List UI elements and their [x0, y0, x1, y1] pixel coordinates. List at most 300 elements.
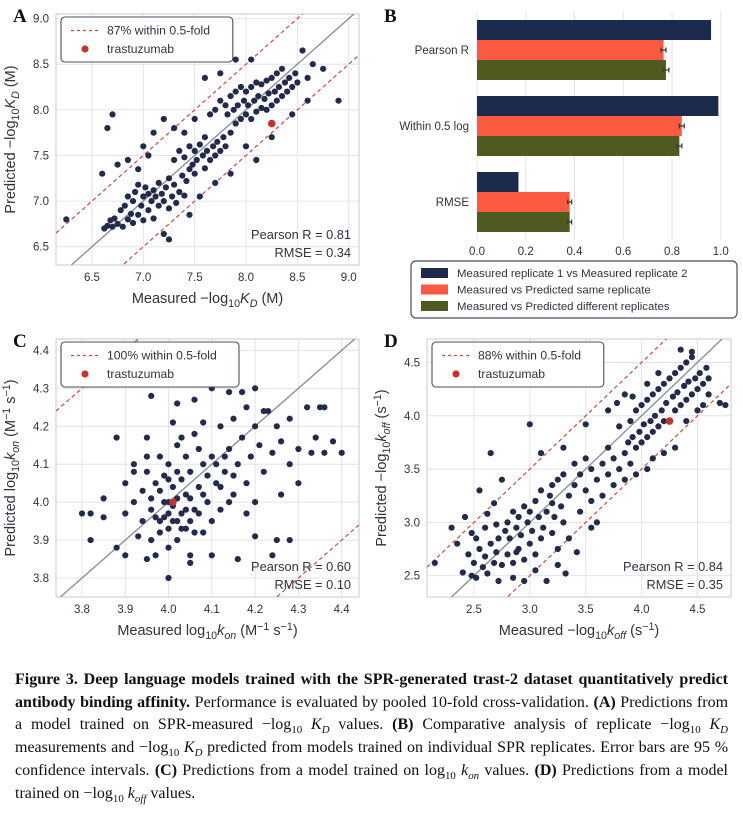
- scatter-point: [339, 450, 345, 456]
- scatter-point: [191, 431, 197, 437]
- scatter-point: [104, 125, 110, 131]
- scatter-point: [88, 510, 94, 516]
- scatter-point: [683, 397, 689, 403]
- caption-segment: 10: [112, 792, 124, 805]
- scatter-point: [532, 551, 538, 557]
- caption-segment: K: [179, 739, 195, 757]
- scatter-point: [170, 419, 176, 425]
- scatter-point: [165, 575, 171, 581]
- panel-c: [0, 325, 371, 659]
- bar: [477, 20, 711, 40]
- scatter-point: [717, 400, 723, 406]
- caption-segment: K: [302, 716, 322, 734]
- x-tick-label: 2.5: [465, 604, 482, 616]
- scatter-point: [130, 198, 136, 204]
- x-tick-label: 0.6: [615, 246, 632, 258]
- scatter-point: [197, 141, 203, 147]
- scatter-point: [220, 134, 226, 140]
- x-tick-label: 0.2: [517, 246, 534, 258]
- scatter-point: [683, 359, 689, 365]
- scatter-point: [153, 480, 159, 486]
- caption-segment: Figure 3. Deep language models trained with the SPR-generated trast-2 dataset quantitatively predict antibody binding affinity.: [15, 671, 728, 711]
- x-tick-label: 4.4: [333, 604, 350, 616]
- scatter-point: [213, 461, 219, 467]
- scatter-point: [287, 537, 293, 543]
- scatter-point: [659, 407, 665, 413]
- scatter-point: [217, 98, 223, 104]
- scatter-point: [63, 216, 69, 222]
- scatter-point: [299, 47, 305, 53]
- scatter-point: [703, 365, 709, 371]
- plot-legend: [432, 342, 604, 387]
- scatter-point: [239, 389, 245, 395]
- scatter-point: [222, 469, 228, 475]
- trastuzumab-point: [268, 120, 276, 128]
- scatter-point: [186, 143, 192, 149]
- scatter-point: [207, 111, 213, 117]
- scatter-point: [689, 354, 695, 360]
- scatter-point: [650, 429, 656, 435]
- y-axis-label: Predicted $\log_{10}k_{on}$ ($M^{-1}$ $s^{-1}$): [0, 379, 22, 557]
- scatter-point: [251, 98, 257, 104]
- scatter-point: [248, 57, 254, 63]
- scatter-point: [111, 215, 117, 221]
- scatter-point: [248, 84, 254, 90]
- scatter-point: [583, 487, 589, 493]
- scatter-point: [217, 423, 223, 429]
- scatter-point: [174, 469, 180, 475]
- scatter-point: [209, 518, 215, 524]
- scatter-point: [560, 471, 566, 477]
- scatter-point: [611, 455, 617, 461]
- scatter-point: [566, 493, 572, 499]
- scatter-point: [157, 518, 163, 524]
- scatter-point: [266, 90, 272, 96]
- scatter-point: [639, 402, 645, 408]
- scatter-point: [700, 381, 706, 387]
- scatter-point: [99, 171, 105, 177]
- scatter-point: [151, 187, 157, 193]
- scatter-point: [491, 560, 497, 566]
- x-axis-label: Measured $-\log_{10}K_D$ (M): [131, 291, 284, 310]
- scatter-point: [694, 407, 700, 413]
- scatter-point: [692, 375, 698, 381]
- scatter-point: [272, 89, 278, 95]
- scatter-point: [200, 461, 206, 467]
- scatter-point: [614, 400, 620, 406]
- scatter-point: [248, 454, 254, 460]
- x-tick-label: 9.0: [340, 272, 357, 284]
- scatter-point: [678, 347, 684, 353]
- legend-trastuzumab-label: trastuzumab: [107, 367, 175, 381]
- legend-series-label: Measured vs Predicted same replicate: [457, 284, 651, 297]
- scatter-point: [521, 503, 527, 509]
- scatter-point: [190, 162, 196, 168]
- scatter-point: [507, 535, 513, 541]
- scatter-point: [644, 434, 650, 440]
- x-tick-label: 8.0: [238, 272, 255, 284]
- scatter-point: [678, 365, 684, 371]
- scatter-point: [187, 560, 193, 566]
- caption-segment: values.: [479, 761, 535, 779]
- scatter-point: [706, 391, 712, 397]
- scatter-point: [571, 482, 577, 488]
- scatter-point: [181, 193, 187, 199]
- scatter-point: [622, 450, 628, 456]
- scatter-point: [504, 551, 510, 557]
- scatter-point: [230, 473, 236, 479]
- scatter-point: [663, 400, 669, 406]
- scatter-point: [555, 562, 561, 568]
- scatter-point: [532, 498, 538, 504]
- scatter-point: [196, 446, 202, 452]
- scatter-point: [655, 370, 661, 376]
- scatter-point: [212, 152, 218, 158]
- scatter-point: [287, 461, 293, 467]
- scatter-point: [101, 514, 107, 520]
- x-tick-label: 6.5: [83, 272, 100, 284]
- scatter-point: [233, 57, 239, 63]
- legend-series-label: Measured replicate 1 vs Measured replicate 2: [457, 268, 688, 280]
- scatter-point: [279, 93, 285, 99]
- x-tick-label: 4.1: [203, 604, 220, 616]
- bar: [477, 116, 682, 136]
- scatter-point: [122, 510, 128, 516]
- scatter-point: [454, 541, 460, 547]
- scatter-point: [148, 495, 154, 501]
- scatter-point: [330, 438, 336, 444]
- scatter-point: [131, 499, 137, 505]
- x-tick-label: 7.5: [186, 272, 203, 284]
- y-tick-label: 4.5: [404, 357, 420, 370]
- scatter-point: [558, 503, 564, 509]
- scatter-point: [145, 191, 151, 197]
- y-tick-label: 4.0: [404, 410, 420, 423]
- scatter-point: [235, 556, 241, 562]
- scatter-point: [122, 203, 128, 209]
- scatter-point: [622, 391, 628, 397]
- legend-trastuzumab-label: trastuzumab: [478, 367, 546, 381]
- scatter-point: [722, 402, 728, 408]
- panel-b: [371, 0, 743, 325]
- scatter-point: [161, 116, 167, 122]
- scatter-point: [588, 525, 594, 531]
- scatter-point: [611, 482, 617, 488]
- scatter-point: [521, 557, 527, 563]
- scatter-point: [672, 407, 678, 413]
- scatter-point: [616, 466, 622, 472]
- scatter-point: [279, 66, 285, 72]
- scatter-point: [79, 510, 85, 516]
- scatter-point: [101, 495, 107, 501]
- scatter-point: [491, 500, 497, 506]
- bar: [477, 96, 718, 116]
- red-dot-icon: [81, 370, 88, 377]
- scatter-point: [482, 525, 488, 531]
- scatter-point: [605, 407, 611, 413]
- scatter-point: [633, 471, 639, 477]
- scatter-point: [274, 98, 280, 104]
- scatter-point: [241, 98, 247, 104]
- scatter-point: [527, 541, 533, 547]
- scatter-point: [192, 171, 198, 177]
- scatter-point: [269, 134, 275, 140]
- scatter-point: [224, 111, 230, 117]
- scatter-point: [697, 370, 703, 376]
- scatter-point: [538, 487, 544, 493]
- scatter-point: [488, 541, 494, 547]
- bar: [477, 60, 666, 80]
- scatter-point: [577, 509, 583, 515]
- scatter-point: [153, 193, 159, 199]
- scatter-point: [644, 381, 650, 387]
- scatter-point: [253, 157, 259, 163]
- scatter-point: [166, 205, 172, 211]
- scatter-point: [655, 386, 661, 392]
- scatter-point: [115, 162, 121, 168]
- scatter-point: [269, 102, 275, 108]
- scatter-point: [183, 178, 189, 184]
- category-label: RMSE: [435, 197, 469, 209]
- scatter-point: [120, 224, 126, 230]
- scatter-point: [678, 402, 684, 408]
- caption-segment: values.: [329, 716, 393, 734]
- caption-segment: D: [194, 747, 203, 760]
- scatter-point: [499, 477, 505, 483]
- scatter-point: [181, 130, 187, 136]
- scatter-point: [588, 498, 594, 504]
- scatter-points: [63, 47, 341, 242]
- scatter-point: [252, 385, 258, 391]
- scatter-point: [689, 391, 695, 397]
- scatter-point: [178, 476, 184, 482]
- scatter-point: [171, 125, 177, 131]
- scatter-point: [650, 391, 656, 397]
- scatter-point: [187, 552, 193, 558]
- scatter-point: [532, 567, 538, 573]
- scatter-point: [304, 404, 310, 410]
- scatter-point: [588, 466, 594, 472]
- y-tick-label: 7.5: [33, 150, 49, 163]
- scatter-point: [261, 469, 267, 475]
- scatter-point: [196, 484, 202, 490]
- scatter-point: [605, 445, 611, 451]
- scatter-point: [674, 389, 680, 395]
- bar: [477, 172, 518, 192]
- scatter-point: [672, 445, 678, 451]
- scatter-point: [132, 189, 138, 195]
- scatter-point: [661, 381, 667, 387]
- scatter-point: [560, 445, 566, 451]
- caption-segment: values.: [146, 784, 196, 802]
- scatter-point: [689, 349, 695, 355]
- scatter-point: [502, 528, 508, 534]
- scatter-point: [196, 510, 202, 516]
- scatter-point: [187, 495, 193, 501]
- scatter-point: [666, 375, 672, 381]
- scatter-point: [156, 180, 162, 186]
- scatter-point: [555, 546, 561, 552]
- scatter-point: [265, 408, 271, 414]
- scatter-point: [140, 518, 146, 524]
- scatter-point: [252, 423, 258, 429]
- scatter-point: [518, 532, 524, 538]
- scatter-point: [694, 386, 700, 392]
- stats-text: Pearson R = 0.81: [251, 227, 351, 242]
- scatter-point: [469, 530, 475, 536]
- scatter-point: [187, 518, 193, 524]
- scatter-point: [644, 397, 650, 403]
- scatter-point: [274, 537, 280, 543]
- y-tick-label: 8.0: [33, 104, 49, 117]
- scatter-point: [228, 93, 234, 99]
- scatter-point: [161, 198, 167, 204]
- scatter-point: [178, 435, 184, 441]
- scatter-point: [135, 533, 141, 539]
- x-tick-label: 4.0: [160, 604, 177, 616]
- scatter-point: [212, 107, 218, 113]
- scatter-point: [685, 379, 691, 385]
- scatter-point: [222, 102, 228, 108]
- plot-legend: [61, 342, 239, 387]
- scatter-point: [243, 480, 249, 486]
- scatter-point: [622, 477, 628, 483]
- caption-segment: 10: [291, 724, 303, 737]
- scatter-point: [157, 488, 163, 494]
- scatter-point: [630, 394, 636, 400]
- scatter-point: [109, 111, 115, 117]
- scatter-point: [174, 537, 180, 543]
- scatter-point: [310, 61, 316, 67]
- scatter-point: [204, 148, 210, 154]
- legend-fold-label: 100% within 0.5-fold: [107, 348, 217, 363]
- scatter-point: [594, 519, 600, 525]
- scatter-point: [238, 84, 244, 90]
- scatter-point: [88, 537, 94, 543]
- caption-segment: k: [123, 784, 135, 802]
- panel-d: [371, 325, 743, 659]
- scatter-point: [449, 525, 455, 531]
- scatter-point: [255, 93, 261, 99]
- y-tick-label: 3.5: [404, 464, 420, 477]
- y-tick-label: 7.0: [33, 196, 49, 209]
- scatter-point: [114, 545, 120, 551]
- y-tick-label: 8.5: [33, 59, 49, 72]
- scatter-point: [672, 370, 678, 376]
- scatter-point: [256, 442, 262, 448]
- scatter-point: [504, 519, 510, 525]
- scatter-point: [131, 461, 137, 467]
- scatter-point: [661, 450, 667, 456]
- scatter-point: [217, 70, 223, 76]
- scatter-point: [174, 442, 180, 448]
- scatter-point: [165, 510, 171, 516]
- scatter-point: [683, 418, 689, 424]
- scatter-point: [274, 423, 280, 429]
- scatter-point: [521, 578, 527, 584]
- scatter-point: [144, 469, 150, 475]
- scatter-point: [214, 139, 220, 145]
- scatter-point: [529, 528, 535, 534]
- scatter-point: [169, 193, 175, 199]
- y-tick-label: 4.4: [33, 345, 49, 358]
- y-tick-label: 3.9: [33, 535, 49, 548]
- scatter-point: [482, 553, 488, 559]
- scatter-point: [284, 89, 290, 95]
- scatter-point: [510, 575, 516, 581]
- scatter-point: [495, 535, 501, 541]
- legend-fold-label: 87% within 0.5-fold: [107, 23, 210, 38]
- scatter-point: [476, 546, 482, 552]
- scatter-point: [183, 454, 189, 460]
- scatter-point: [473, 575, 479, 581]
- scatter-point: [157, 529, 163, 535]
- x-tick-label: 3.8: [73, 604, 90, 616]
- red-dot-icon: [452, 370, 459, 377]
- scatter-point: [157, 454, 163, 460]
- scatter-point: [122, 552, 128, 558]
- scatter-point: [252, 499, 258, 505]
- bar: [477, 40, 664, 60]
- scatter-point: [165, 526, 171, 532]
- y-tick-label: 3.0: [404, 517, 420, 530]
- panel-d-chart: [371, 325, 743, 659]
- scatter-point: [294, 79, 300, 85]
- scatter-point: [176, 148, 182, 154]
- scatter-point: [264, 107, 270, 113]
- scatter-point: [335, 98, 341, 104]
- scatter-point: [204, 473, 210, 479]
- scatter-point: [308, 450, 314, 456]
- caption-segment: 10: [168, 747, 180, 760]
- scatter-point: [238, 116, 244, 122]
- caption-segment: (C): [154, 761, 178, 779]
- x-tick-label: 1.0: [712, 246, 729, 258]
- fold-band-line: [427, 384, 731, 659]
- scatter-point: [173, 200, 179, 206]
- scatter-point: [165, 461, 171, 467]
- scatter-point: [652, 413, 658, 419]
- x-tick-label: 0.4: [566, 246, 583, 258]
- scatter-point: [563, 570, 569, 576]
- scatter-point: [228, 130, 234, 136]
- scatter-point: [571, 461, 577, 467]
- fold-band-line: [56, 55, 359, 324]
- scatter-point: [235, 461, 241, 467]
- scatter-point: [165, 476, 171, 482]
- caption-segment: predicted from models trained on individual SPR replicates. Error bars are 95 % confidence intervals.: [15, 739, 729, 779]
- scatter-point: [245, 102, 251, 108]
- panel-b-chart: [371, 0, 743, 325]
- x-tick-label: 4.5: [689, 604, 706, 616]
- scatter-point: [627, 418, 633, 424]
- caption-segment: Comparative analysis of replicate −log: [413, 716, 690, 734]
- scatter-point: [616, 423, 622, 429]
- scatter-point: [547, 493, 553, 499]
- caption-segment: Predictions from a model trained on SPR-measured −log: [15, 693, 729, 734]
- scatter-point: [289, 84, 295, 90]
- scatter-point: [706, 375, 712, 381]
- scatter-point: [125, 193, 131, 199]
- scatter-point: [140, 143, 146, 149]
- scatter-point: [305, 98, 311, 104]
- scatter-point: [473, 535, 479, 541]
- scatter-point: [261, 96, 267, 102]
- scatter-point: [135, 212, 141, 218]
- scatter-point: [156, 203, 162, 209]
- scatter-point: [161, 231, 167, 237]
- scatter-point: [574, 549, 580, 555]
